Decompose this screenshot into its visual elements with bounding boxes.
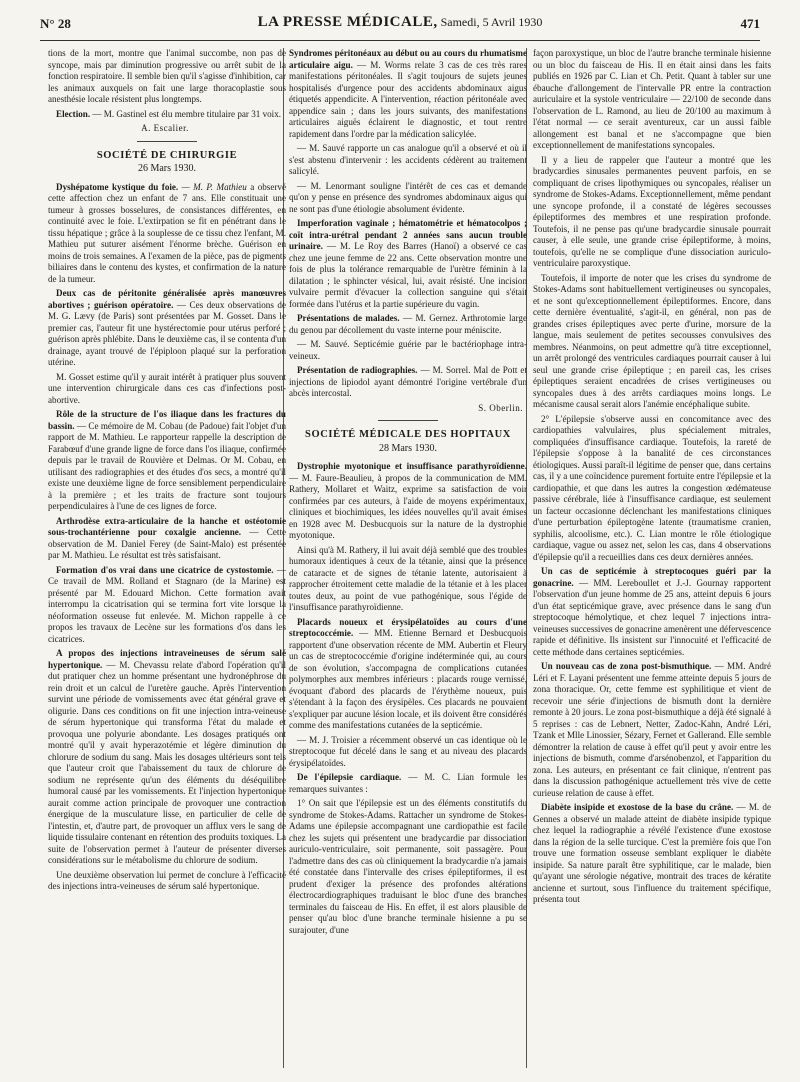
paragraph: M. Gosset estime qu'il y aurait intérêt à pratiquer plus souvent une intervention chirurgicale dans ces cas d'infections post-abortive. [48,371,286,405]
paragraph: 2° L'épilepsie s'observe aussi en concomitance avec des cardiopathies valvulaires, plus spécialement mitrales, compliquées d'insuffisance cardiaque. Toutefois, la rareté de l'épilepsie s'oppose à la banalité de ces circonstances étiologiques. Aussi paraît-il légitime de penser que, dans certains cas, il y a une coïncidence purement fortuite entre l'épilepsie et la cardiopathie, et que dans les autres la congestion œdémateuse passive cérébrale, liée à l'insuffisance cardiaque, est seulement un facteur occasionne déclenchant les manifestations cliniques d'une perturbation épileptogène latente (traumatisme cranien, syphilis, alcoolisme, etc.). C. Lian montre le rôle étiologique cardiaque, vague ou assez net, selon les cas, dans 4 observations d'épilepsie qu'il a recueillies dans ces deux dernières années. [533,413,771,562]
paragraph [289,218,527,310]
article-title: Dystrophie myotonique et insuffisance parathyroïdienne. [297,461,527,471]
column-2 [289,48,527,939]
paragraph [48,409,286,513]
article-text: — Ces deux observations de M. G. Lævy (de Paris) sont présentées par M. Gosset. Dans le premier cas, l'auteur fit une hystérectomie pour utérus perforé ; guérison après phlébite. Dans le deuxième cas, il se contenta d'un drainage, ayant trouvé de l'épiploon plaqué sur la perforation utérine. [48,299,287,367]
article-title: De l'épilepsie cardiaque. [297,772,402,782]
paragraph [289,313,527,336]
section-heading: SOCIÉTÉ DE CHIRURGIE [96,149,238,161]
paragraph [48,109,286,121]
paragraph [533,661,771,799]
running-title [40,14,760,31]
article-author: — M. P. Mathieu [178,181,247,192]
article-text: — M. Le Roy des Barres (Hanoï) a observé ce cas chez une jeune femme de 22 ans. Cette observation montre une fois de plus la tolérance remarquable de l'urètre féminin à la dilatation ; le sphincter vésical, lui, avait résisté. Une incision vulvaire permit d'évacuer la collection sanguine qui s'était formée dans l'utérus et la partie supérieure du vagin. [289,241,527,309]
column-1 [48,48,286,896]
column-3 [533,48,771,909]
paragraph: — M. J. Troisier a récemment observé un cas identique où le streptocoque fut décelé dans le sang et au niveau des placards érysipélatoïdes. [289,734,527,768]
paragraph [289,365,527,400]
paragraph [289,617,527,732]
issue-date: Samedi, 5 Avril 1930 [437,15,543,29]
article-title: Deux cas de péritonite généralisée après manœuvres abortives ; guérison opératoire. [48,288,286,310]
paragraph: — M. Sauvé. Septicémie guérie par le bactériophage intra-veineux. [289,339,527,361]
article-text: — MM. Etienne Bernard et Desbucquois rapportent d'une observation récente de MM. Aubertin et Fleury un cas de streptococcémie d'origine indéterminée qui, au cours de son évolution, s'accompagna de complications cutanées polymorphes aux membres inférieurs : placards rouge vernissé, évoquant d'abord des placards de l'érythème noueux, puis s'étendant à la façon des érysipèles. Ces placards ne pouvaient s'expliquer par aucune lésion locale, et ils doivent être considérés comme des manifestations cutanées de la septicémie. [289,628,527,730]
article-title: Diabète insipide et exostose de la base du crâne. [541,802,734,812]
article-title: Formation d'os vrai dans une cicatrice de cystostomie. [56,564,274,575]
article-text: — MM. Lereboullet et J.-J. Gournay rapportent l'observation d'un jeune homme de 25 ans, atteint depuis 6 jours d'un état septicémique grave, avec présence dans le sang d'un streptocoque hémolytique, et chez lequel 7 injections intra-veineuses successives de gonacrine amenèrent une défervescence rapide et définitive. Ils insistent sur l'innocuité et l'efficacité de cette méthode dans certaines septicémies. [533,577,771,657]
article-title: Syndromes péritonéaux au début ou au cours du rhumatisme articulaire aigu. [289,48,527,70]
paragraph: Une deuxième observation lui permet de conclure à l'efficacité des injections intra-veineuses de sérum salé hypertonique. [48,869,286,891]
article-title: Arthrodèse extra-articulaire de la hanche et ostéotomie sous-trochantérienne pour coxalgie ancienne. [48,515,286,537]
article-text: — M. Sorrel. Mal de Pott et injections de lipiodol ayant démontré l'origine vertébrale d'un abcès intercostal. [289,365,527,398]
header-rule [40,40,760,41]
paragraph: — M. Sauvé rapporte un cas analogue qu'il a observé et où il s'est abstenu d'intervenir : les accidents cédèrent au traitement salicylé. [289,143,527,176]
article-text: — Ce travail de MM. Rolland et Stagnaro (de la Marine) est présenté par M. Edouard Michon. Cette formation avait interrompu la cicatrisation qui se termina fort vite lorsque la néoformation osseuse fut enlevée. M. Michon rappelle à ce propos les travaux de Lecène sur les formations d'os dans les cicatrices. [48,564,286,644]
article-text: — M. Worms relate 3 cas de ces très rares manifestations péritonéales. Il s'agit toujours de sujets jeunes hospitalisés d'urgence pour des accidents abdominaux aigus étiquetés appendicite. A l'intervention, réaction péritonéale avec appendice sain ; dans les jours suivants, des manifestations articulaires aiguës éclairent le diagnostic, et tout rentre rapidement dans l'ordre par la médication salicylée. [289,59,527,139]
paragraph [533,802,771,906]
paragraph: façon paroxystique, un bloc de l'autre branche terminale hisienne ou un bloc du faisceau de His. Il en était ainsi dans les faits publiés en 1926 par C. Lian et Ch. Petit. Quant à tabler sur une ébauche d'allongement de l'intervalle PR entre la contraction auriculaire et la systole ventriculaire — 22/100 de seconde dans l'observation de L. Ramond, au lieu de 20/100 au maximum à l'état normal — ce serait aventureux, car un aussi faible allongement est banal et ne s'accompagne que bien exceptionnellement de manifestations syncopales. [533,48,771,150]
paragraph [48,516,286,562]
signature: S. Oberlin. [478,402,523,413]
paragraph: — M. Lenormant souligne l'intérêt de ces cas et demande qu'on y pense en présence des syndromes abdominaux aigus qui ne sont pas d'une étiologie absolument évidente. [289,180,527,214]
paragraph [48,182,286,286]
paragraph [289,48,527,140]
section-heading: SOCIÉTÉ MÉDICALE DES HOPITAUX [305,429,511,440]
separator [378,420,438,421]
paragraph [48,648,286,867]
separator [137,141,197,142]
article-title: Présentations de malades. [297,313,400,323]
article-title: Présentation de radiographies. [297,365,418,375]
article-title: Election. [56,108,91,119]
paragraph [289,772,527,795]
paragraph [533,566,771,658]
session-date: 28 Mars 1930. [378,442,438,454]
page-header [40,10,760,38]
paragraph: tions de la mort, montre que l'animal succombe, non pas de syncope, mais par diminution progressive ou arrêt subit de la fonction respiratoire. Il semble bien qu'il s'agisse d'inhibition, car les animaux auxquels on fait une large thoracoplastie sous anesthésie locale résistent plus longtemps. [48,48,286,104]
article-text: — M. Faure-Beaulieu, à propos de la communication de MM. Rathery, Mollaret et Waitz, exprime sa satisfaction de voir confirmées par ces auteurs, à l'aide de moyens expérimentaux, cliniques et biochimiques, les idées nouvelles qu'il avait émises en 1928 avec M. Desbucquois sur la nature de la dystrophie myotonique. [289,472,527,540]
paragraph: 1° On sait que l'épilepsie est un des éléments constitutifs du syndrome de Stokes-Adams. Rattacher un syndrome de Stokes-Adams une épilepsie accompagnant une cardiopathie est facile chez les sujets qui présentent une bradycardie par dissociation auriculo-ventriculaire, soit permanente, soit passagère. Pour l'admettre dans des cas où cliniquement la bradycardie n'a jamais été constatée dans l'intervalle des crises épileptiformes, il est prudent d'exiger la présence des profondes altérations électrocardiographiques traduisant le bloc d'une des branches terminales du faisceau de His. En effet, il est alors plausible de penser qu'au bloc d'une branche terminale hisienne a pu se surajouter, d'une [289,798,527,935]
article-title: Imperforation vaginale ; hématométrie et hématocolpos ; coït intra-urétral pendant 2 années sans aucun trouble urinaire. [289,218,527,251]
article-text: — M. Gastinel est élu membre titulaire par 31 voix. [90,108,282,119]
article-title: Dyshépatome kystique du foie. [56,181,179,192]
article-text: — Ce mémoire de M. Cobau (de Padoue) fait l'objet d'un rapport de M. Mathieu. Le rapporteur rappelle la description de Farabœuf d'une grande ligne de force dans l'os iliaque, confirmée depuis par le travail de Rouvière et Delmas. Or M. Cobau, en utilisant des radiographies et des études d'os secs, a montré qu'il existe une deuxième ligne de force sensiblement perpendiculaire à la première ; et les traits de fracture sont toujours perpendiculaires à l'une de ces lignes de force. [48,420,286,511]
article-text: a observé cette affection chez un enfant de 7 ans. Elle constituait une tumeur à grosses bosselures, de consistances différentes, en continuité avec le foie. L'extirpation se fit en pénétrant dans le tissu hépatique ; grâce à la souplesse de ce tissu chez l'enfant, M. Mathieu put suturer aisément l'énorme brèche. Guérison en moins de trois semaines. A l'examen de la pièce, pas de pigments biliaires dans le contenu des kystes, et confirmation de la nature de la tumeur. [48,181,286,284]
page-number: 471 [740,16,760,31]
article-title: Placards noueux et érysipélatoïdes au cours d'une streptococcémie. [289,616,527,638]
article-text: — MM. André Léri et F. Layani présentent une femme atteinte depuis 5 jours de zona thoracique. Or, cette femme est syphilitique et vient de recevoir une série d'injections de bismuth dont la dernière remonte à 20 jours. Le zona post-bismuthique a déjà été signalé à 5 reprises : cas de Lebnert, Netter, Zadoc-Kahn, André Léri, Tzank et Mlle Linossier, Sézary, Fernet et Gallerand. Elle semble démontrer la relation de cause à effet qu'il peut y avoir entre les injections de bismuth, comme d'arsénobenzol, et l'apparition du zona. Les auteurs, en présentant ce fait clinique, n'entrent pas dans la discussion pathogénique actuellement très vive de cette curieuse relation de cause à effet. [533,661,771,798]
journal-name: LA PRESSE MÉDICALE, [257,14,438,30]
paragraph: Il y a lieu de rappeler que l'auteur a montré que les bradycardies sinusales permanentes peuvent parfois, en se compliquant de crises lipothymiques ou syncopales, réaliser un syndrome de Stokes-Adams. Exceptionnellement, même pendant une syncope profonde, il a constaté de légères secousses épileptiformes des membres et une respiration profonde. Toutefois, il ne pense pas qu'une bradycardie sinusale pourrait causer, à elle seule, une grande crise épileptiforme, à moins, toutefois, qu'elle ne se complique d'une dissociation auriculo-ventriculaire paroxystique. [533,154,771,268]
article-title: Un nouveau cas de zona post-bismuthique. [541,661,712,671]
article-title: Un cas de septicémie à streptocoques guéri par la gonacrine. [533,566,771,588]
paragraph: Toutefois, il importe de noter que les crises du syndrome de Stokes-Adams sont habituellement vertigineuses ou syncopales, et ne sont qu'exceptionnellement épileptiformes. Encore, dans cette dernière éventualité, s'agit-il, en général, non pas de grandes crises épileptiques avec perte d'urine, morsure de la langue, mais seulement de petites secousses convulsives des membres. Néanmoins, on peut admettre qu'à titre exceptionnel, un arrêt prolongé des ventricules cardiaques pourrait causer à lui seul une grande crise épileptique ; en pareil cas, les crises épileptiques seraient encadrées de crises vertigineuses ou syncopales dues à des arrêts cardiaques moins longs. Le mécanisme causal serait alors l'anémie encéphalique subite. [533,272,771,409]
paragraph [48,565,286,646]
article-title: Rôle de la structure de l'os iliaque dans les fractures du bassin. [48,409,286,431]
article-title: A propos des injections intraveineuses de sérum salé hypertonique. [48,648,286,670]
session-date: 26 Mars 1930. [137,163,197,174]
article-text: — M. Chevassu relate d'abord l'opération qu'il dut pratiquer chez un homme présentant une hydronéphrose du rein droit et un calcul de l'uretère gauche. Après l'intervention survint une période de vomissements avec état général grave et oligurie. Dans ces conditions on fit une injection intra-veineuse de sérum hypertonique qui transforma l'état du malade et provoqua une polyurie abondante. Les dosages pratiqués ont montré qu'il y avait hyperazotémie et légère diminution du chlorure de sodium du sang. Mais les dosages ultérieurs sont tels que l'auteur croit que l'abaissement du taux de chlorure de sodium ne représente qu'un des éléments du déséquilibre humoral causé par les vomissements. Et l'injection hypertonique aurait comme action principale de provoquer une contraction énergique de la musculature lisse, en particulier de celle de l'intestin, et, d'autre part, de provoquer un afflux vers le sang de liquide tissulaire contenant en rétention des produits toxiques. La suite de l'observation permet à l'auteur de présenter diverses considérations sur le métabolisme du chlorure de sodium. [48,659,286,865]
article-text: — M. Gernez. Arthrotomie large du genou par décollement du vaste interne pour méniscite. [289,313,528,335]
paragraph [289,461,527,542]
issue-number: N° 28 [40,16,71,31]
signature: A. Escalier. [141,123,189,133]
article-text: — M. C. Lian formule les remarques suivantes : [289,772,527,794]
paragraph [48,288,286,369]
article-text: — M. de Gennes a observé un malade atteint de diabète insipide typique chez lequel la radiographie a révélé l'existence d'une exostose dans la région de la selle turcique. C'est la première fois que l'on trouve une formation osseuse semblant expliquer le diabète insipide. Sa nature paraît être syphilitique, car le malade, bien qu'ayant une sérologie négative, montrait des traces de kératite ancienne et surtout, sous l'influence du traitement spécifique, présenta tout [533,802,771,904]
article-text: — Cette observation de M. Daniel Ferey (de Saint-Malo) est présentée par M. Mathieu. Le résultat est très satisfaisant. [48,527,287,560]
paragraph: Ainsi qu'à M. Rathery, il lui avait déjà semblé que des troubles humoraux identiques à ceux de la tétanie, ainsi que la présence de cataracte et de signes de tétanie latente, autorisaient à rapprocher étroitement cette maladie de la tétanie et à les placer toutes deux, au point de vue pathogénique, sous l'égide de l'insuffisance parathyroïdienne. [289,544,527,612]
